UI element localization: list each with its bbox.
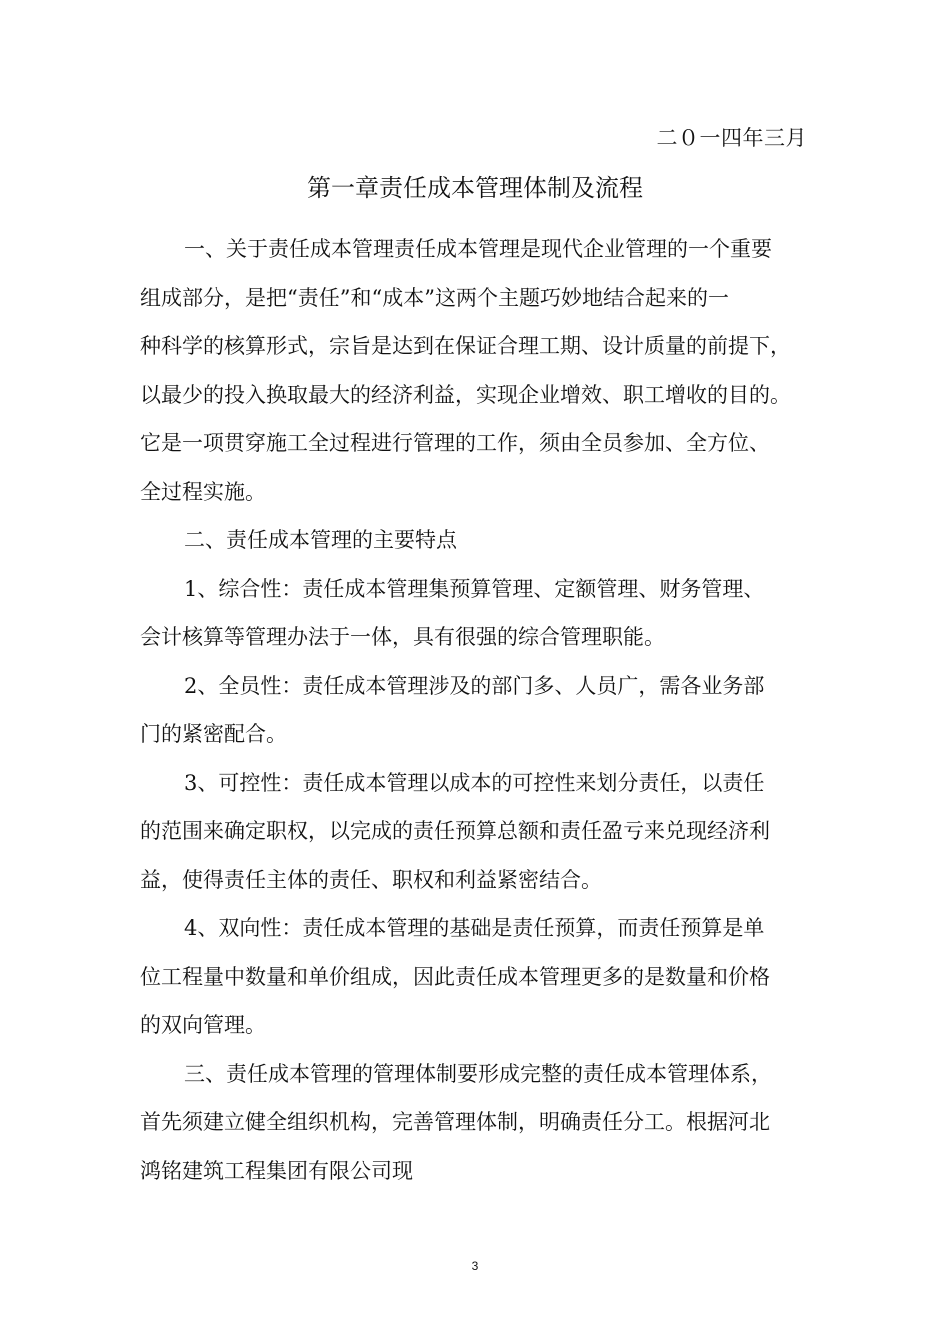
paragraph-feature-controllable [140,759,830,905]
chapter-title: 第一章责任成本管理体制及流程 [307,174,643,202]
text-line: 4、双向性：责任成本管理的基础是责任预算，而责任预算是单 [184,916,765,940]
text-line: 鸿铭建筑工程集团有限公司现 [140,1158,413,1183]
text-line: 益，使得责任主体的责任、职权和利益紧密结合。 [140,867,602,892]
text-line: 3、可控性：责任成本管理以成本的可控性来划分责任，以责任 [184,770,765,795]
text-line: 首先须建立健全组织机构，完善管理体制，明确责任分工。根据河北 [140,1110,770,1134]
paragraph-responsibility-cost-intro [140,225,830,516]
text-line: 门的紧密配合。 [140,722,287,746]
text-line: 1、综合性：责任成本管理集预算管理、定额管理、财务管理、 [184,576,765,601]
text-line: 组成部分，是把“责任”和“成本”这两个主题巧妙地结合起来的一 [140,285,729,310]
page-number: 3 [471,1259,479,1273]
text-line: 三、责任成本管理的管理体制要形成完整的责任成本管理体系， [184,1061,772,1086]
text-line: 的双向管理。 [140,1013,266,1037]
paragraph-feature-all-staff [140,662,830,759]
text-line: 以最少的投入换取最大的经济利益，实现企业增效、职工增收的目的。 [140,382,791,407]
text-line: 全过程实施。 [140,479,266,504]
paragraph-management-system [140,1050,830,1196]
text-line: 会计核算等管理办法于一体，具有很强的综合管理职能。 [140,625,665,649]
text-line: 的范围来确定职权，以完成的责任预算总额和责任盈亏来兑现经济利 [140,819,770,843]
section-heading-main-features [140,516,830,565]
text-line: 位工程量中数量和单价组成，因此责任成本管理更多的是数量和价格 [140,964,770,989]
text-line: 2、全员性：责任成本管理涉及的部门多、人员广，需各业务部 [184,673,765,698]
paragraph-feature-comprehensive [140,565,830,662]
text-line: 一、关于责任成本管理责任成本管理是现代企业管理的一个重要 [184,237,772,261]
document-date: 二０一四年三月 [656,126,807,150]
paragraph-feature-bidirectional [140,904,830,1050]
document-body [140,225,830,1195]
text-line: 它是一项贯穿施工全过程进行管理的工作，须由全员参加、全方位、 [140,431,770,455]
text-line: 二、责任成本管理的主要特点 [184,528,457,552]
text-line: 种科学的核算形式，宗旨是达到在保证合理工期、设计质量的前提下， [140,334,791,358]
